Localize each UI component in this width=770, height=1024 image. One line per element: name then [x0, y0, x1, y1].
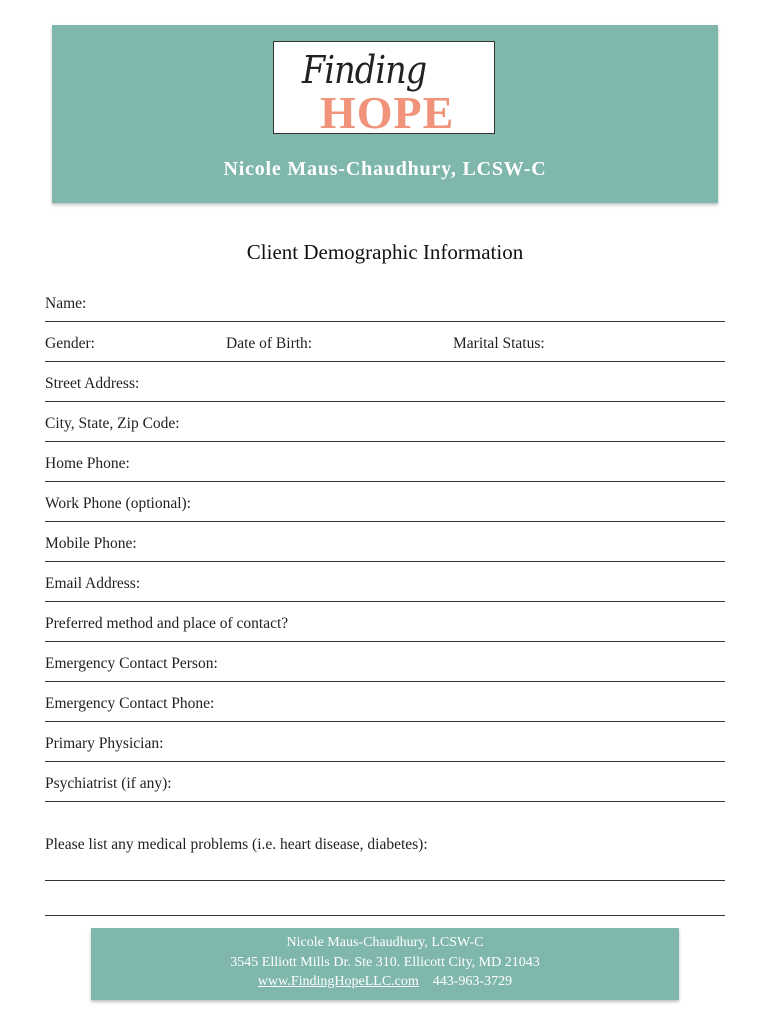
street-address-label: Street Address:: [45, 375, 140, 392]
header-banner: [52, 25, 718, 203]
logo-script-text: Finding: [302, 48, 427, 92]
finding-hope-logo: [273, 41, 495, 138]
emergency-contact-phone-field[interactable]: [45, 682, 725, 722]
work-phone-field[interactable]: [45, 482, 725, 522]
email-address-field[interactable]: [45, 562, 725, 602]
logo-bold-text: HOPE: [320, 87, 455, 138]
gender-label: Gender:: [45, 335, 95, 352]
mobile-phone-label: Mobile Phone:: [45, 535, 137, 552]
primary-physician-label: Primary Physician:: [45, 735, 164, 752]
medical-problems-line-2[interactable]: [45, 915, 725, 916]
preferred-contact-label: Preferred method and place of contact?: [45, 615, 289, 632]
gender-dob-marital-row[interactable]: [45, 322, 725, 362]
medical-problems-line-1[interactable]: [45, 880, 725, 881]
marital-status-label: Marital Status:: [453, 335, 545, 352]
footer-phone: 443-963-3729: [432, 974, 513, 989]
home-phone-label: Home Phone:: [45, 455, 130, 472]
emergency-contact-person-field[interactable]: [45, 642, 725, 682]
work-phone-label: Work Phone (optional):: [45, 495, 191, 512]
dob-label: Date of Birth:: [226, 335, 313, 352]
preferred-contact-field[interactable]: [45, 602, 725, 642]
medical-problems-prompt: [45, 822, 725, 862]
primary-physician-field[interactable]: [45, 722, 725, 762]
name-label: Name:: [45, 295, 87, 312]
home-phone-field[interactable]: [45, 442, 725, 482]
name-field[interactable]: [45, 282, 725, 322]
practitioner-name: Nicole Maus-Chaudhury, LCSW-C: [223, 158, 547, 180]
street-address-field[interactable]: [45, 362, 725, 402]
psychiatrist-label: Psychiatrist (if any):: [45, 775, 172, 792]
city-state-zip-field[interactable]: [45, 402, 725, 442]
city-state-zip-label: City, State, Zip Code:: [45, 415, 180, 432]
emergency-contact-phone-label: Emergency Contact Phone:: [45, 695, 215, 712]
footer-name: Nicole Maus-Chaudhury, LCSW-C: [286, 935, 484, 950]
emergency-contact-person-label: Emergency Contact Person:: [45, 655, 218, 672]
page-title: Client Demographic Information: [246, 240, 524, 264]
psychiatrist-field[interactable]: [45, 762, 725, 802]
website-link[interactable]: www.FindingHopeLLC.com: [257, 974, 419, 989]
footer-contact-line: [91, 972, 679, 992]
footer-address: 3545 Elliott Mills Dr. Ste 310. Ellicott City, MD 21043: [230, 954, 540, 970]
email-address-label: Email Address:: [45, 575, 141, 592]
mobile-phone-field[interactable]: [45, 522, 725, 562]
medical-problems-label: Please list any medical problems (i.e. heart disease, diabetes):: [45, 836, 428, 853]
footer-banner: [91, 928, 679, 1000]
